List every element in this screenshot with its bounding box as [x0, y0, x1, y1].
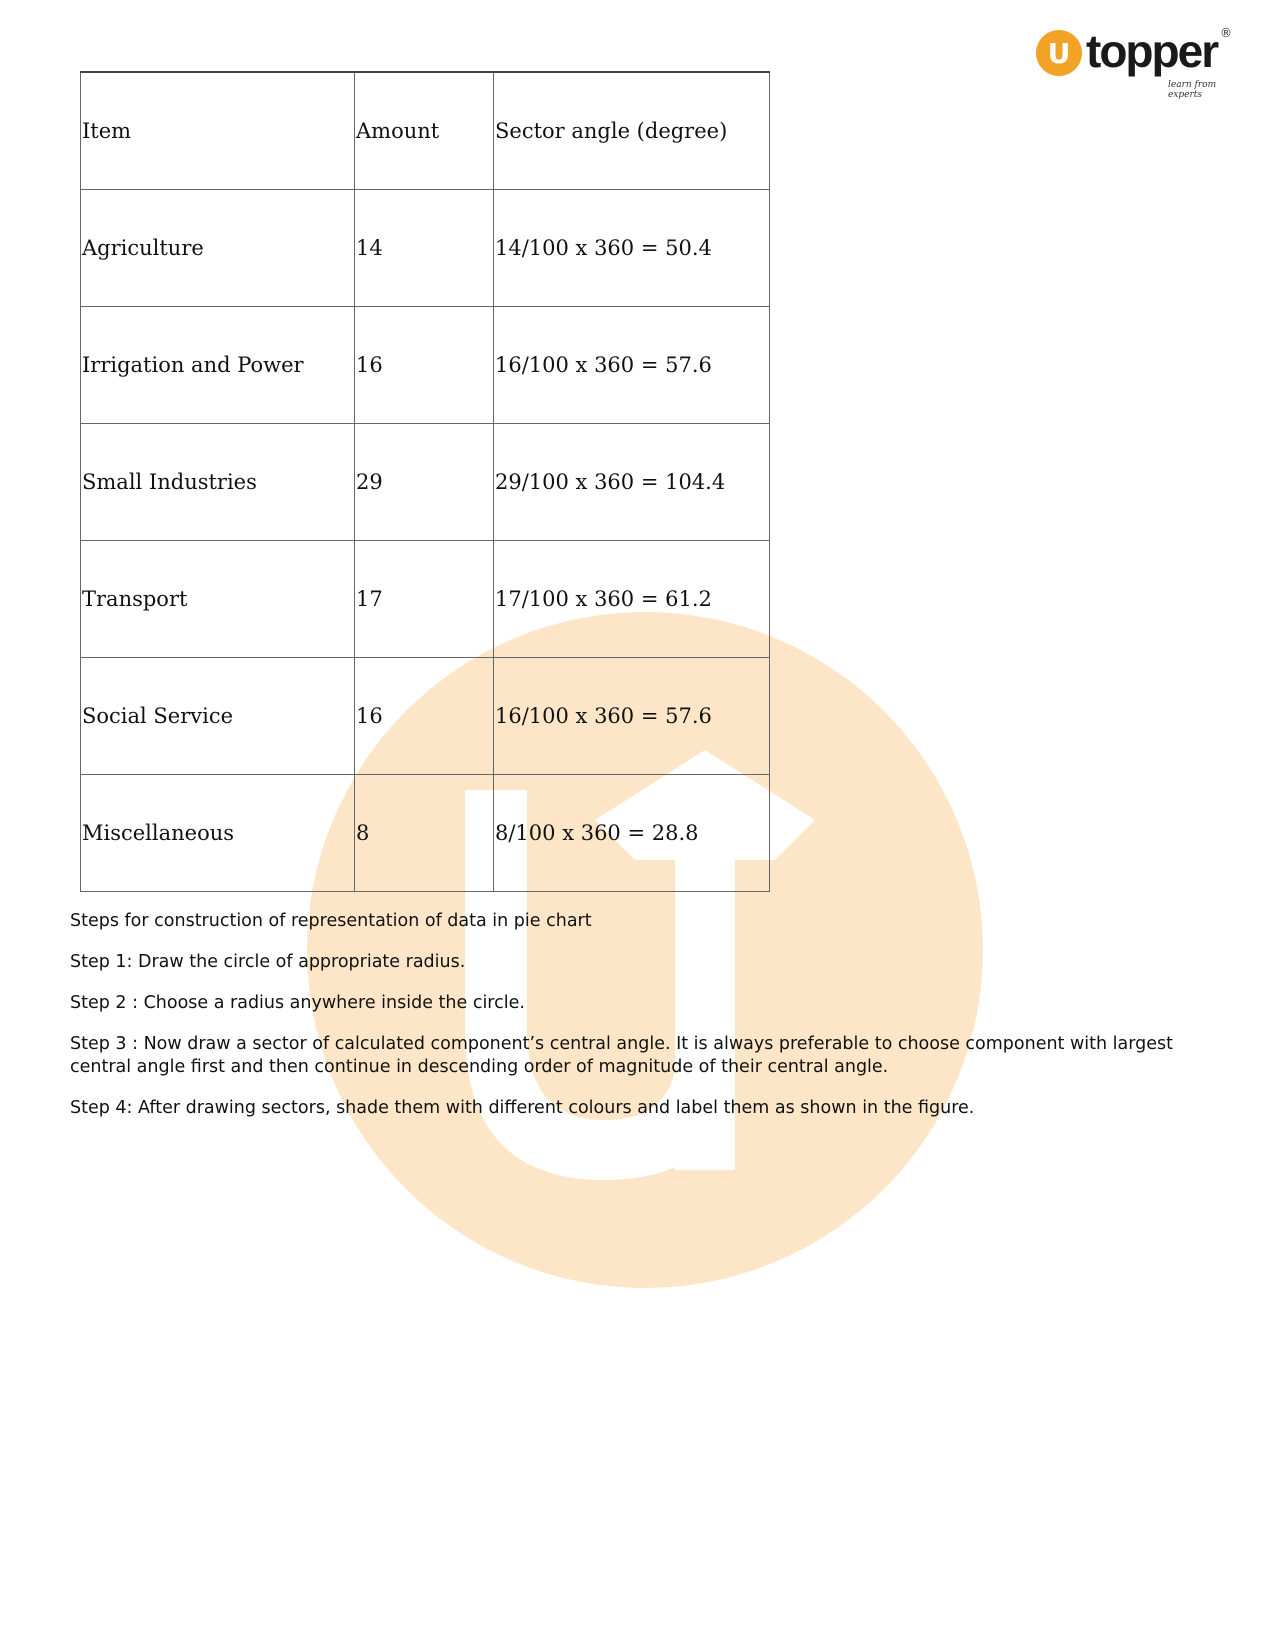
- cell-angle: 8/100 x 360 = 28.8: [494, 775, 770, 892]
- cell-item: Agriculture: [81, 190, 355, 307]
- cell-angle: 16/100 x 360 = 57.6: [494, 307, 770, 424]
- steps-intro: Steps for construction of representation of data in pie chart: [70, 911, 592, 931]
- cell-item: Miscellaneous: [81, 775, 355, 892]
- cell-amount: 16: [355, 307, 494, 424]
- logo-wordmark: topper: [1086, 25, 1218, 77]
- sector-angle-table: [80, 71, 770, 892]
- cell-angle: 14/100 x 360 = 50.4: [494, 190, 770, 307]
- cell-item: Transport: [81, 541, 355, 658]
- cell-angle: 17/100 x 360 = 61.2: [494, 541, 770, 658]
- header-item: Item: [81, 72, 355, 190]
- header-amount: Amount: [355, 72, 494, 190]
- cell-amount: 16: [355, 658, 494, 775]
- cell-item: Irrigation and Power: [81, 307, 355, 424]
- step-4: Step 4: After drawing sectors, shade them with different colours and label them as shown in the figure.: [70, 1098, 975, 1118]
- table-row: [81, 307, 770, 424]
- registered-mark: ®: [1220, 26, 1232, 40]
- topper-badge-icon: U: [1036, 30, 1082, 76]
- table-row: [81, 658, 770, 775]
- cell-item: Small Industries: [81, 424, 355, 541]
- table-row: [81, 775, 770, 892]
- table-header-row: [81, 72, 770, 190]
- cell-item: Social Service: [81, 658, 355, 775]
- cell-angle: 29/100 x 360 = 104.4: [494, 424, 770, 541]
- construction-steps: [70, 910, 1190, 1138]
- cell-amount: 8: [355, 775, 494, 892]
- logo-tagline: learn from experts: [1168, 80, 1217, 100]
- cell-angle: 16/100 x 360 = 57.6: [494, 658, 770, 775]
- table-row: [81, 424, 770, 541]
- cell-amount: 14: [355, 190, 494, 307]
- topper-logo: [1030, 22, 1232, 100]
- table-row: [81, 190, 770, 307]
- header-sector-angle: Sector angle (degree): [494, 72, 770, 190]
- table-row: [81, 541, 770, 658]
- cell-amount: 17: [355, 541, 494, 658]
- step-2: Step 2 : Choose a radius anywhere inside the circle.: [70, 993, 525, 1013]
- cell-amount: 29: [355, 424, 494, 541]
- step-1: Step 1: Draw the circle of appropriate radius.: [70, 952, 466, 972]
- step-3: Step 3 : Now draw a sector of calculated component’s central angle. It is always preferable to choose component with largest central angle first and then continue in descending order of magnitude of their central angle.: [70, 1034, 1174, 1077]
